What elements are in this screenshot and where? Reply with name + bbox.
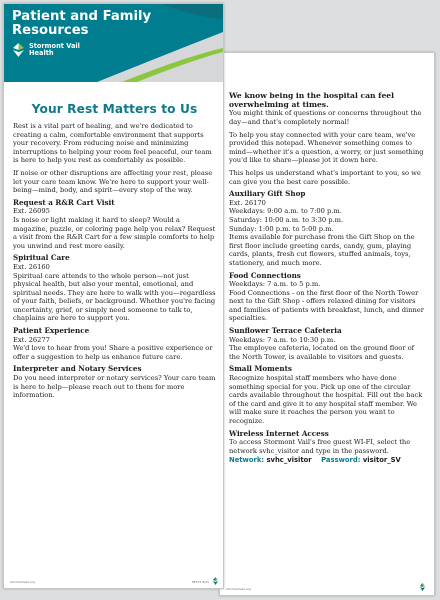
section-text: To access Stormont Vail's free guest WI-FI, select the network svhc_visitor and type in the password. bbox=[229, 438, 411, 455]
section-ext: Ext. 26160 bbox=[13, 262, 50, 271]
wifi-credentials bbox=[229, 456, 427, 464]
gift-shop-section bbox=[229, 190, 427, 267]
interpreter-section bbox=[13, 365, 216, 399]
logo-mark-icon bbox=[212, 577, 219, 585]
back-heading: We know being in the hospital can feel overwhelming at times. bbox=[229, 91, 395, 110]
section-heading: Auxiliary Gift Shop bbox=[229, 189, 306, 199]
network-value: svhc_visitor bbox=[266, 456, 312, 465]
section-text: Items available for purchase from the Gift Shop on the first floor include greeting cards, candy, gum, playing cards, plants, fresh cut flowers, stuffed animals, toys, stationery, and much more. bbox=[229, 233, 415, 267]
section-heading: Patient Experience bbox=[13, 326, 90, 336]
back-page bbox=[219, 52, 435, 596]
section-heading: Sunflower Terrace Cafeteria bbox=[229, 326, 342, 336]
section-heading: Food Connections bbox=[229, 270, 301, 280]
section-heading: Wireless Internet Access bbox=[229, 428, 329, 438]
section-heading: Small Moments bbox=[229, 364, 292, 374]
back-paragraph-1: You might think of questions or concerns throughout the day—and that's completely normal! bbox=[229, 109, 422, 126]
cafeteria-section bbox=[229, 327, 427, 361]
section-heading: Spiritual Care bbox=[13, 253, 70, 263]
logo-line-1: Stormont Vail bbox=[29, 42, 80, 50]
section-line: Weekdays: 7 a.m. to 10:30 p.m. bbox=[229, 335, 336, 344]
password-value: visitor_SV bbox=[362, 456, 401, 465]
small-moments-section bbox=[229, 365, 427, 425]
back-paragraph-3: This helps us understand what's important to you, so we can give you the best care possible. bbox=[229, 168, 421, 186]
header-title-line-1: Patient and Family bbox=[12, 9, 152, 24]
section-ext: Ext. 26277 bbox=[13, 335, 50, 344]
rr-cart-section bbox=[13, 199, 216, 251]
intro-paragraph-1: Rest is a vital part of healing, and we're dedicated to creating a calm, comfortable environment that supports your recovery. From reducing noise and minimizing interruptions to helping your room feel peaceful, our team is here to help you rest as comfortably as possible. bbox=[13, 122, 212, 165]
section-line: Saturday: 10:00 a.m. to 3:30 p.m. bbox=[229, 215, 344, 224]
logo-mark-icon bbox=[12, 43, 25, 57]
logo-mark-icon bbox=[419, 583, 426, 591]
header-title bbox=[12, 10, 162, 38]
front-footer-url: stormontvail.org bbox=[10, 580, 35, 584]
spiritual-care-section bbox=[13, 254, 216, 323]
section-text: Do you need interpreter or notary services? Your care team is here to help—please reach out to them for more information. bbox=[13, 374, 216, 400]
intro-paragraph-2: If noise or other disruptions are affecting your rest, please let your care team know. We're here to support your well-being—mind, body, and spirit—every step of the way. bbox=[13, 168, 213, 195]
page-title: Your Rest Matters to Us bbox=[31, 102, 198, 116]
front-footer-code: PE374 8/25 bbox=[191, 580, 209, 584]
front-page bbox=[3, 3, 224, 589]
back-paragraph-2: To help you stay connected with your care team, we've provided this notepad. Whenever something comes to mind—whether it's a question, a worry, or just something you'd like to share—please jot it down here. bbox=[229, 130, 424, 165]
section-ext: Ext. 26095 bbox=[13, 207, 50, 216]
wireless-section bbox=[229, 430, 427, 465]
section-text: Is noise or light making it hard to sleep? Would a magazine, puzzle, or coloring page help you relax? Request a visit from the R&R Cart for a few simple comforts to help you unwind and rest more easily. bbox=[13, 215, 216, 250]
section-line: Sunday: 1:00 p.m. to 5:00 p.m. bbox=[229, 224, 334, 233]
section-text: Food Connections - on the first floor of the North Tower next to the Gift Shop - offers relaxed dining for visitors and families of patients with breakfast, lunch, and dinner specialties. bbox=[229, 288, 424, 323]
section-line: Weekdays: 7 a.m. to 5 p.m. bbox=[229, 280, 321, 289]
section-line: Weekdays: 9:00 a.m. to 7:00 p.m. bbox=[229, 207, 342, 216]
stormont-vail-logo bbox=[12, 43, 80, 57]
section-text: The employee cafeteria, located on the ground floor of the North Tower, is available to visitors and guests. bbox=[229, 344, 415, 361]
header-banner bbox=[4, 4, 223, 82]
network-label: Network: bbox=[229, 456, 265, 465]
section-heading: Interpreter and Notary Services bbox=[13, 364, 142, 374]
section-text: Spiritual care attends to the whole person—not just physical health, but also your mental, emotional, and spiritual needs. They are here to walk with you—regardless of your faith, beliefs, or background. Whether you're facing uncertainty, grief, or simply need someone to talk to, chaplains are here to support you. bbox=[13, 271, 216, 323]
back-footer-url: stormontvail.org bbox=[226, 587, 251, 591]
logo-line-2: Health bbox=[29, 49, 54, 58]
password-label: Password: bbox=[321, 456, 361, 465]
section-line: Ext. 26170 bbox=[229, 198, 266, 207]
section-heading: Request a R&R Cart Visit bbox=[13, 197, 115, 207]
patient-experience-section bbox=[13, 327, 216, 361]
header-title-line-2: Resources bbox=[12, 23, 89, 38]
section-text: We'd love to hear from you! Share a positive experience or offer a suggestion to help us enhance future care. bbox=[13, 344, 213, 361]
section-text: Recognize hospital staff members who have done something special for you. Pick up one of the circular cards available throughout the hospital. Fill out the back of the card and give it to any hospital staff member. We will make sure it reaches the person you want to recognize. bbox=[229, 374, 423, 425]
food-connections-section bbox=[229, 272, 427, 324]
